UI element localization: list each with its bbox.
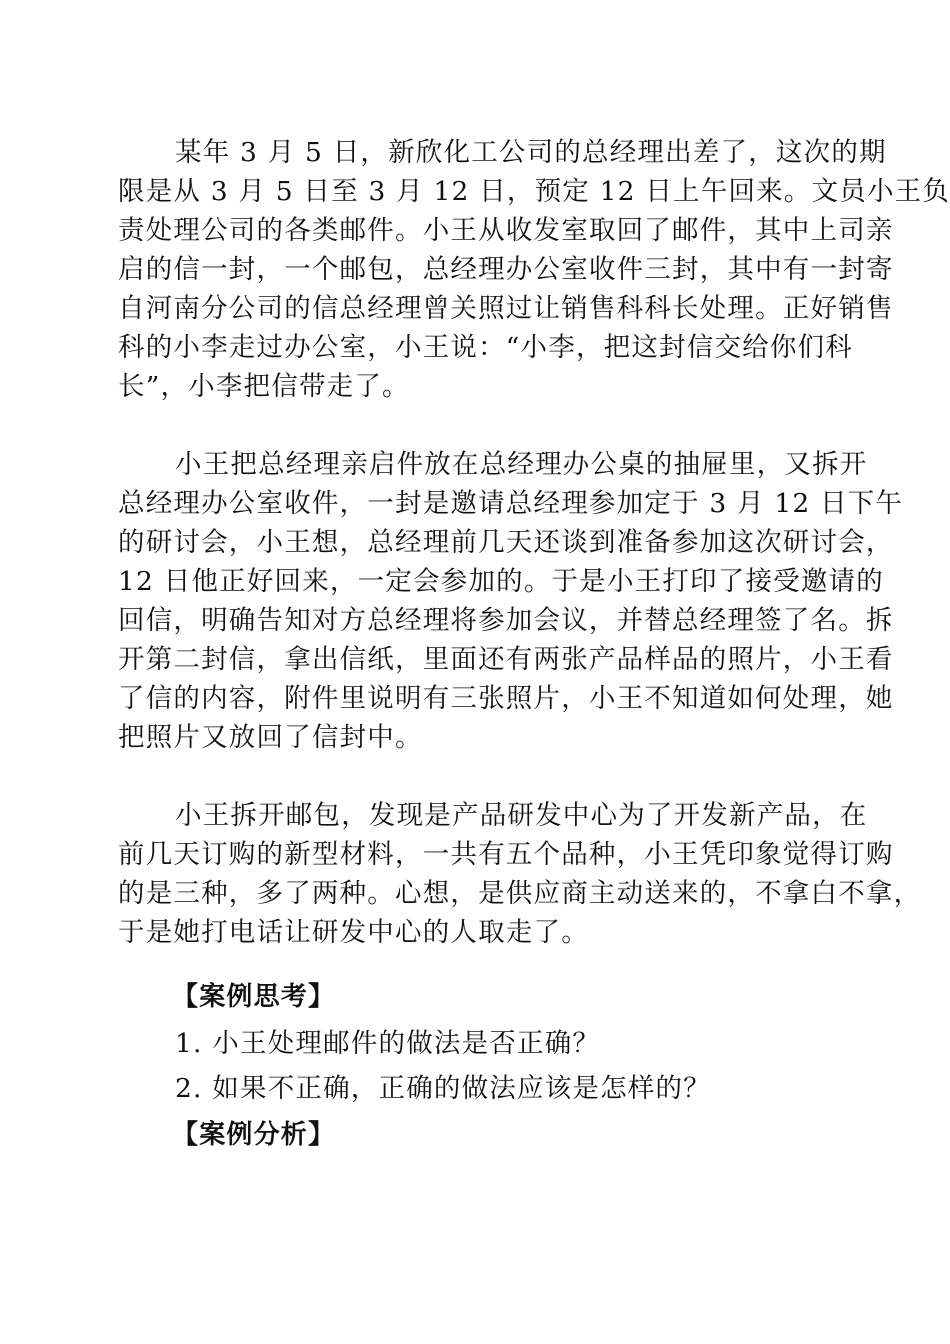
paragraph-line: 的研讨会，小王想，总经理前几天还谈到准备参加这次研讨会， xyxy=(118,527,894,558)
paragraph-line: 的是三种，多了两种。心想，是供应商主动送来的，不拿白不拿， xyxy=(118,878,922,909)
paragraph-line: 责处理公司的各类邮件。小王从收发室取回了邮件，其中上司亲 xyxy=(118,215,894,246)
paragraph-line: 于是她打电话让研发中心的人取走了。 xyxy=(118,917,589,948)
case-analysis-heading: 【案例分析】 xyxy=(172,1120,336,1150)
paragraph-line: 某年 3 月 5 日，新欣化工公司的总经理出差了，这次的期 xyxy=(175,137,887,168)
paragraph-line: 限是从 3 月 5 日至 3 月 12 日，预定 12 日上午回来。文员小王负 xyxy=(118,176,950,207)
paragraph-line: 科的小李走过办公室，小王说：“小李，把这封信交给你们科 xyxy=(118,332,853,363)
paragraph-line: 长”，小李把信带走了。 xyxy=(118,371,410,402)
paragraph-line: 把照片又放回了信封中。 xyxy=(118,722,423,753)
paragraph-line: 开第二封信，拿出信纸，里面还有两张产品样品的照片，小王看 xyxy=(118,644,894,675)
paragraph-line: 了信的内容，附件里说明有三张照片，小王不知道如何处理，她 xyxy=(118,683,894,714)
paragraph-line: 小王把总经理亲启件放在总经理办公桌的抽屉里，又拆开 xyxy=(175,449,868,480)
question-item: 1. 小王处理邮件的做法是否正确？ xyxy=(175,1028,601,1059)
paragraph-line: 小王拆开邮包，发现是产品研发中心为了开发新产品，在 xyxy=(175,800,868,831)
paragraph-line: 总经理办公室收件，一封是邀请总经理参加定于 3 月 12 日下午 xyxy=(118,488,904,519)
paragraph-line: 前几天订购的新型材料，一共有五个品种，小王凭印象觉得订购 xyxy=(118,839,894,870)
paragraph-line: 回信，明确告知对方总经理将参加会议，并替总经理签了名。拆 xyxy=(118,605,894,636)
case-thinking-heading: 【案例思考】 xyxy=(172,982,336,1012)
question-item: 2. 如果不正确，正确的做法应该是怎样的？ xyxy=(175,1073,711,1104)
paragraph-line: 启的信一封，一个邮包，总经理办公室收件三封，其中有一封寄 xyxy=(118,254,894,285)
paragraph-line: 自河南分公司的信总经理曾关照过让销售科科长处理。正好销售 xyxy=(118,293,894,324)
paragraph-line: 12 日他正好回来，一定会参加的。于是小王打印了接受邀请的 xyxy=(118,566,884,597)
